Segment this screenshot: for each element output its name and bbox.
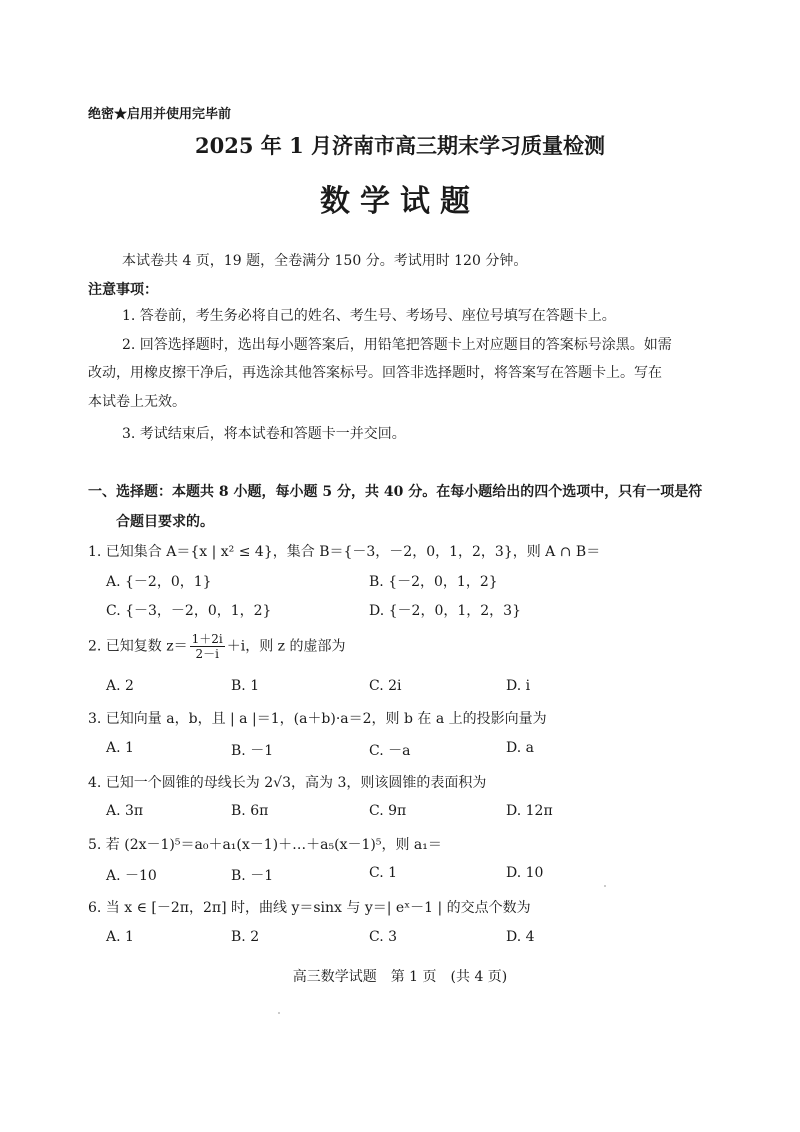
question-1-stem: 1. 已知集合 A＝{x | x² ≤ 4}，集合 B＝{－3，－2，0，1，2，3}，则 A ∩ B＝ xyxy=(88,544,601,560)
question-2-prefix: 2. 已知复数 z＝ xyxy=(88,638,188,655)
fraction-denominator: 2－i xyxy=(195,647,219,661)
fraction-numerator: 1＋2i xyxy=(191,632,223,646)
question-3-stem: 3. 已知向量 a，b，且 | a |＝1，(a＋b)·a＝2，则 b 在 a 上的投影向量为 xyxy=(88,711,547,727)
question-2-option-d: D. i xyxy=(506,678,531,694)
note-1: 1. 答卷前，考生务必将自己的姓名、考生号、考场号、座位号填写在答题卡上。 xyxy=(122,308,616,324)
question-4-stem: 4. 已知一个圆锥的母线长为 2√3，高为 3，则该圆锥的表面积为 xyxy=(88,775,487,791)
question-6-stem: 6. 当 x ∈ [－2π，2π] 时，曲线 y＝sinx 与 y＝| eˣ－1 | 的交点个数为 xyxy=(88,900,531,916)
question-4-option-c: C. 9π xyxy=(369,803,407,819)
question-4-option-b: B. 6π xyxy=(231,803,269,819)
note-3: 3. 考试结束后，将本试卷和答题卡一并交回。 xyxy=(122,426,406,442)
question-3-option-c: C. －a xyxy=(369,743,411,759)
question-2-option-b: B. 1 xyxy=(231,678,260,694)
question-4-option-a: A. 3π xyxy=(106,803,144,819)
page-footer: 高三数学试题 第 1 页 (共 4 页) xyxy=(292,969,508,985)
intro-line: 本试卷共 4 页，19 题，全卷满分 150 分。考试用时 120 分钟。 xyxy=(122,253,528,269)
section-1-heading: 一、选择题：本题共 8 小题，每小题 5 分，共 40 分。在每小题给出的四个选项中，只有一项是符 xyxy=(88,484,703,500)
question-3-option-a: A. 1 xyxy=(106,740,134,756)
question-2-suffix: ＋i，则 z 的虚部为 xyxy=(226,638,346,655)
question-3-option-b: B. －1 xyxy=(231,743,274,759)
question-2-option-a: A. 2 xyxy=(106,678,134,694)
question-6-option-a: A. 1 xyxy=(106,929,134,945)
question-4-option-d: D. 12π xyxy=(506,803,553,819)
question-6-option-b: B. 2 xyxy=(231,929,260,945)
question-2-stem xyxy=(88,632,346,661)
exam-title: 2025 年 1 月济南市高三期末学习质量检测 xyxy=(195,133,605,158)
question-5-option-d: D. 10 xyxy=(506,865,544,881)
question-2-fraction xyxy=(190,632,225,661)
note-2-line-3: 本试卷上无效。 xyxy=(88,394,186,410)
question-1-option-b: B. {－2，0，1，2} xyxy=(369,574,498,590)
scan-speck xyxy=(278,1012,280,1014)
note-2-line-2: 改动，用橡皮擦干净后，再选涂其他答案标号。回答非选择题时，将答案写在答题卡上。写在 xyxy=(88,365,662,381)
confidential-label: 绝密★启用并使用完毕前 xyxy=(88,107,232,122)
question-1-option-d: D. {－2，0，1，2，3} xyxy=(369,603,521,619)
subject-title: 数学试题 xyxy=(320,184,480,219)
question-3-option-d: D. a xyxy=(506,740,534,756)
notice-heading: 注意事项： xyxy=(88,282,158,298)
question-6-option-c: C. 3 xyxy=(369,929,398,945)
scan-speck xyxy=(604,885,606,887)
question-5-option-a: A. －10 xyxy=(106,868,157,884)
question-1-option-c: C. {－3，－2，0，1，2} xyxy=(106,603,272,619)
question-2-option-c: C. 2i xyxy=(369,678,402,694)
note-2-line-1: 2. 回答选择题时，选出每小题答案后，用铅笔把答题卡上对应题目的答案标号涂黑。如需 xyxy=(122,337,672,353)
question-5-option-b: B. －1 xyxy=(231,868,274,884)
question-6-option-d: D. 4 xyxy=(506,929,535,945)
question-5-stem: 5. 若 (2x－1)⁵＝a₀＋a₁(x－1)＋…＋a₅(x－1)⁵，则 a₁＝ xyxy=(88,837,442,853)
question-5-option-c: C. 1 xyxy=(369,865,398,881)
question-1-option-a: A. {－2，0，1} xyxy=(106,574,212,590)
section-1-heading-cont: 合题目要求的。 xyxy=(116,514,214,530)
